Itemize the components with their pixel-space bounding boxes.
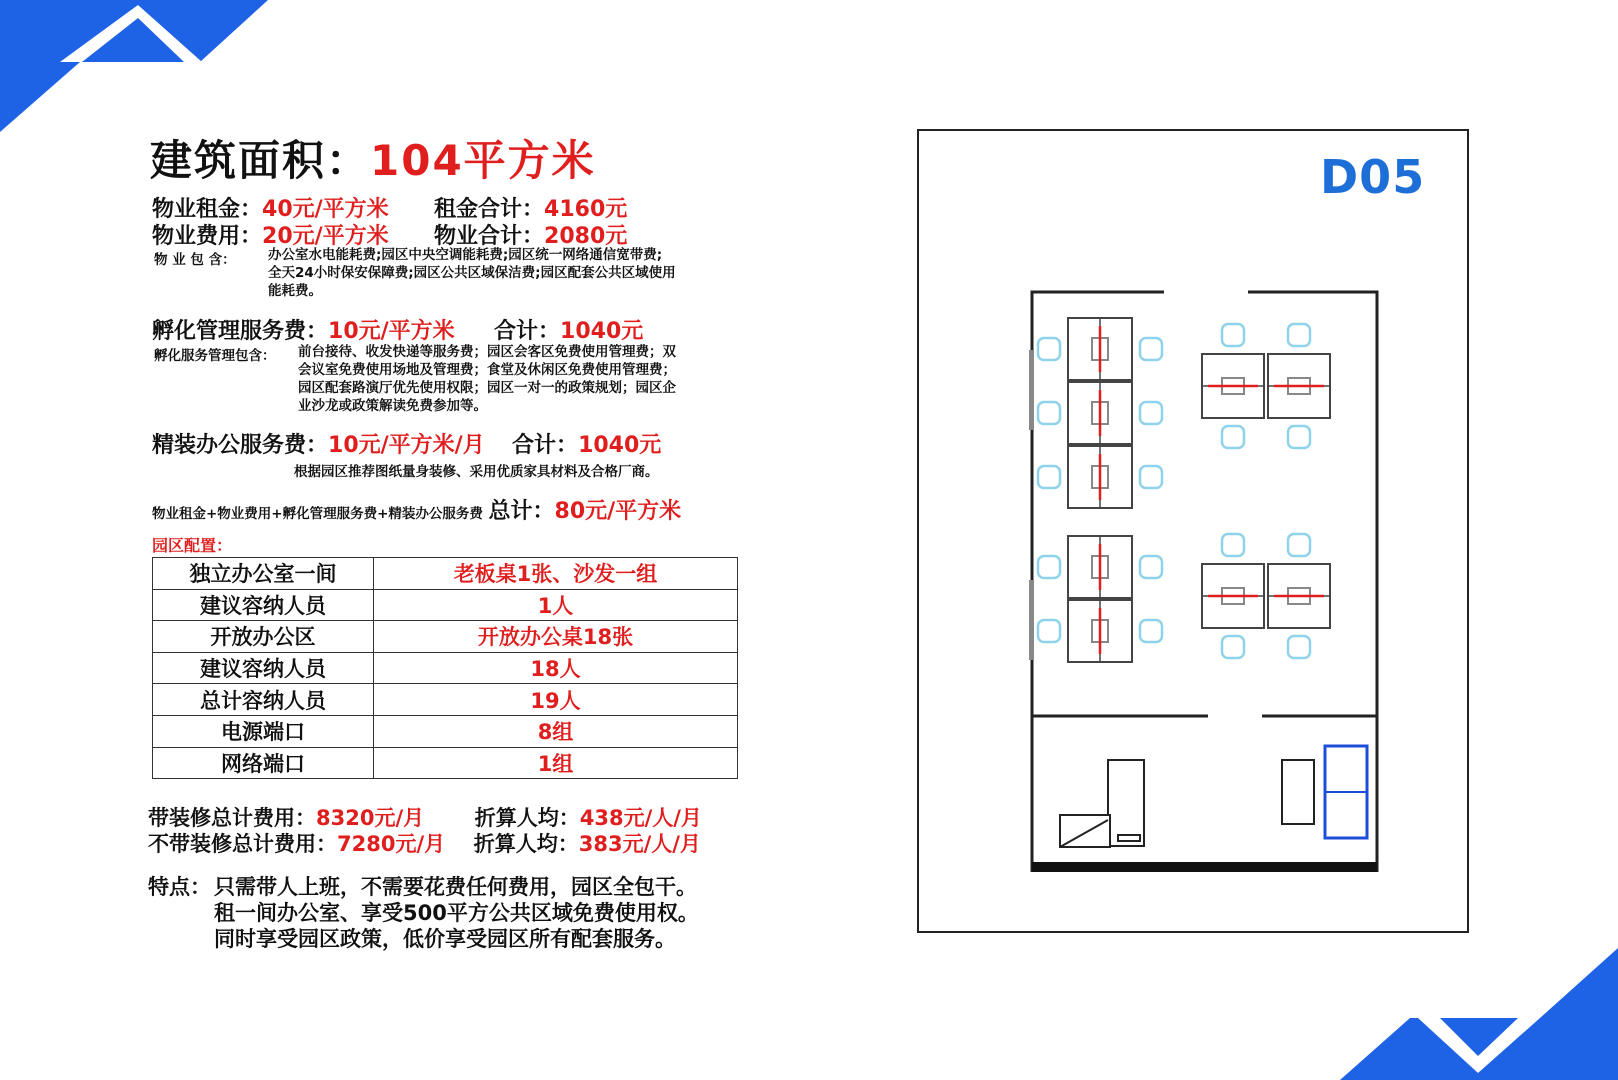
coffee-table xyxy=(1282,760,1314,824)
incubation-includes-text xyxy=(298,343,758,415)
rent-total-value: 4160元 xyxy=(544,197,628,222)
table-row xyxy=(153,621,738,653)
mgmt-value: 20元/平方米 xyxy=(262,224,389,249)
fitout-total-value: 1040元 xyxy=(578,433,662,458)
corner-decoration-top-left xyxy=(0,0,270,135)
chair xyxy=(1140,556,1162,578)
includes-line: 办公室水电能耗费;园区中央空调能耗费;园区统一网络通信宽带费; xyxy=(268,247,663,263)
includes-label: 物 业 包 含： xyxy=(154,252,236,268)
incubation-includes-label: 孵化服务管理包含： xyxy=(154,348,276,364)
table-row xyxy=(153,747,738,779)
config-key: 电源端口 xyxy=(153,715,374,747)
incubation-label: 孵化管理服务费： xyxy=(152,319,329,344)
without-per-label: 折算人均： xyxy=(473,832,579,856)
with-per-label: 折算人均： xyxy=(474,806,580,830)
boss-desk xyxy=(1060,760,1144,847)
floor-strip xyxy=(1032,862,1377,872)
chair xyxy=(1222,534,1244,556)
config-value: 8组 xyxy=(374,715,738,747)
rent-total-label: 租金合计： xyxy=(434,197,545,222)
chair xyxy=(1140,338,1162,360)
config-value: 开放办公桌18张 xyxy=(374,621,738,653)
area-label: 建筑面积： xyxy=(150,136,371,185)
sum-row xyxy=(152,494,681,525)
mgmt-label: 物业费用： xyxy=(152,224,263,249)
config-value: 1人 xyxy=(374,589,738,621)
chair xyxy=(1288,426,1310,448)
incubation-row xyxy=(152,314,643,345)
fitout-row xyxy=(152,428,661,459)
boss-desk-drawer xyxy=(1118,835,1140,841)
config-value: 1组 xyxy=(374,747,738,779)
config-value: 18人 xyxy=(374,652,738,684)
table-row xyxy=(153,558,738,590)
chair xyxy=(1288,636,1310,658)
rent-value: 40元/平方米 xyxy=(262,197,389,222)
with-fitout-label: 带装修总计费用： xyxy=(148,806,316,830)
area-value: 104平方米 xyxy=(370,136,596,185)
mgmt-total-value: 2080元 xyxy=(544,224,628,249)
unit-label: D05 xyxy=(1320,150,1426,204)
config-key: 开放办公区 xyxy=(153,621,374,653)
with-per-value: 438元/人/月 xyxy=(579,806,702,830)
incubation-value: 10元/平方米 xyxy=(328,319,455,344)
config-key: 网络端口 xyxy=(153,747,374,779)
config-value: 老板桌1张、沙发一组 xyxy=(374,558,738,590)
chair xyxy=(1038,620,1060,642)
features-text xyxy=(214,874,699,952)
boss-desk-top xyxy=(1108,760,1144,846)
corner-decoration-bottom-right xyxy=(1340,948,1618,1080)
window-left-upper xyxy=(1029,350,1034,430)
config-key: 总计容纳人员 xyxy=(153,684,374,716)
chair xyxy=(1222,426,1244,448)
chair xyxy=(1288,324,1310,346)
chair xyxy=(1288,534,1310,556)
config-value: 19人 xyxy=(374,684,738,716)
chair xyxy=(1038,338,1060,360)
window-left-lower xyxy=(1029,580,1034,660)
chair xyxy=(1222,324,1244,346)
config-key: 独立办公室一间 xyxy=(153,558,374,590)
without-fitout-value: 7280元/月 xyxy=(337,832,446,856)
incubation-total-label: 合计： xyxy=(494,319,561,344)
chair xyxy=(1222,636,1244,658)
chair xyxy=(1140,402,1162,424)
fitout-label: 精装办公服务费： xyxy=(152,433,329,458)
incubation-total-value: 1040元 xyxy=(560,319,644,344)
rent-label: 物业租金： xyxy=(152,197,263,222)
sofa-set xyxy=(1282,746,1367,838)
sum-value: 80元/平方米 xyxy=(554,499,682,524)
features-label: 特点： xyxy=(148,875,211,899)
config-key: 建议容纳人员 xyxy=(153,652,374,684)
with-fitout-value: 8320元/月 xyxy=(316,806,425,830)
table-row xyxy=(153,684,738,716)
includes-line: 全天24小时保安保障费;园区公共区域保洁费;园区配套公共区域使用 xyxy=(268,265,676,281)
incubation-includes-line: 园区配套路演厅优先使用权限；园区一对一的政策规划；园区企 xyxy=(298,380,676,396)
fitout-value: 10元/平方米/月 xyxy=(328,433,485,458)
without-fitout-row xyxy=(148,828,701,858)
area-heading xyxy=(150,128,596,188)
includes-line: 能耗费。 xyxy=(268,283,322,299)
incubation-includes-line: 会议室免费使用场地及管理费；食堂及休闲区免费使用管理费； xyxy=(298,362,676,378)
fitout-note: 根据园区推荐图纸量身装修、采用优质家具材料及合格厂商。 xyxy=(294,464,659,480)
incubation-includes-line: 前台接待、收发快递等服务费；园区会客区免费使用管理费；双 xyxy=(298,344,676,360)
feature-line: 同时享受园区政策，低价享受园区所有配套服务。 xyxy=(214,927,676,951)
chair xyxy=(1038,556,1060,578)
chair xyxy=(1140,466,1162,488)
table-row xyxy=(153,715,738,747)
mgmt-total-label: 物业合计： xyxy=(434,224,545,249)
table-row xyxy=(153,589,738,621)
config-key: 建议容纳人员 xyxy=(153,589,374,621)
includes-text xyxy=(268,246,758,300)
sum-formula: 物业租金+物业费用+孵化管理服务费+精装办公服务费 xyxy=(152,506,483,522)
table-row xyxy=(153,652,738,684)
chair xyxy=(1140,620,1162,642)
chair xyxy=(1038,402,1060,424)
feature-line: 只需带人上班，不需要花费任何费用，园区全包干。 xyxy=(214,875,697,899)
config-table xyxy=(152,557,738,779)
incubation-includes-line: 业沙龙或政策解读免费参加等。 xyxy=(298,398,487,414)
sum-label: 总计： xyxy=(488,499,555,524)
chair xyxy=(1038,466,1060,488)
without-fitout-label: 不带装修总计费用： xyxy=(148,832,337,856)
without-per-value: 383元/人/月 xyxy=(578,832,701,856)
fitout-total-label: 合计： xyxy=(512,433,579,458)
floor-plan-drawing xyxy=(1020,280,1390,880)
config-title: 园区配置： xyxy=(152,536,233,555)
feature-line: 租一间办公室、享受500平方公共区域免费使用权。 xyxy=(214,901,699,925)
